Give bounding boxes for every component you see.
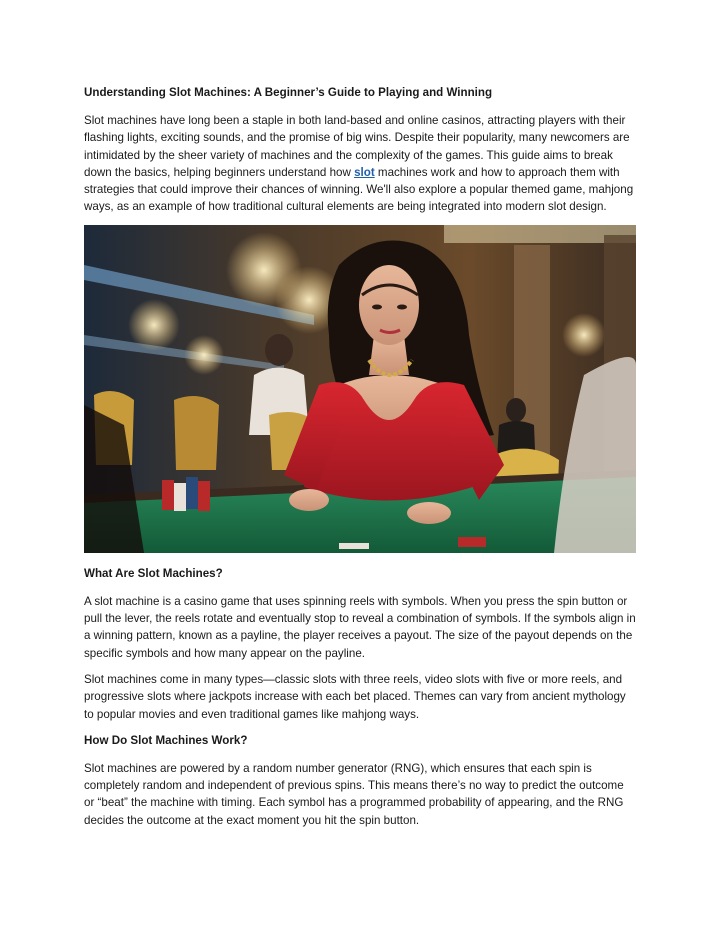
casino-photo bbox=[84, 225, 636, 553]
document-page bbox=[84, 84, 636, 838]
section-2-paragraph-1: Slot machines are powered by a random number generator (RNG), which ensures that each spin is completely random and independent of previous spins. This means there’s no way to predict the outcome or “beat” the machine with timing. Each symbol has a programmed probability of appearing, and the RNG decides the outcome at the exact moment you hit the spin button. bbox=[84, 761, 624, 827]
article-title: Understanding Slot Machines: A Beginner’s Guide to Playing and Winning bbox=[84, 86, 493, 99]
section-1-paragraph-1: A slot machine is a casino game that uses spinning reels with symbols. When you press the spin button or pull the lever, the reels rotate and eventually stop to reveal a combination of symbols. If the symbols align in a winning pattern, known as a payline, the player receives a payout. The size of the payout depends on the specific symbols and how many appear on the payline. bbox=[84, 594, 636, 660]
section-1-paragraph-2: Slot machines come in many types—classic slots with three reels, video slots with five or more reels, and progressive slots where jackpots increase with each bet placed. Themes can vary from ancient mythology to popular movies and even traditional games like mahjong ways. bbox=[84, 672, 626, 721]
intro-text-before-link: Slot machines have long been a staple in both land-based and online casinos, attracting players with their flashing lights, exciting sounds, and the promise of big wins. Despite their popularity, many newcomers are intimidated by the sheer variety of machines and the complexity of the games. This guide aims to break down the basics, helping beginners understand how bbox=[84, 114, 630, 179]
slot-link[interactable]: slot bbox=[354, 165, 375, 179]
section-heading-what-are-slot-machines: What Are Slot Machines? bbox=[84, 566, 223, 580]
intro-text-after-link: machines work and how to approach them with strategies that could improve their chances of winning. We'll also explore a popular themed game, mahjong ways, as an example of how traditional cultural elements are being integrated into modern slot design. bbox=[84, 165, 634, 214]
section-heading-how-slot-machines-work: How Do Slot Machines Work? bbox=[84, 733, 248, 747]
intro-paragraph bbox=[84, 112, 636, 216]
